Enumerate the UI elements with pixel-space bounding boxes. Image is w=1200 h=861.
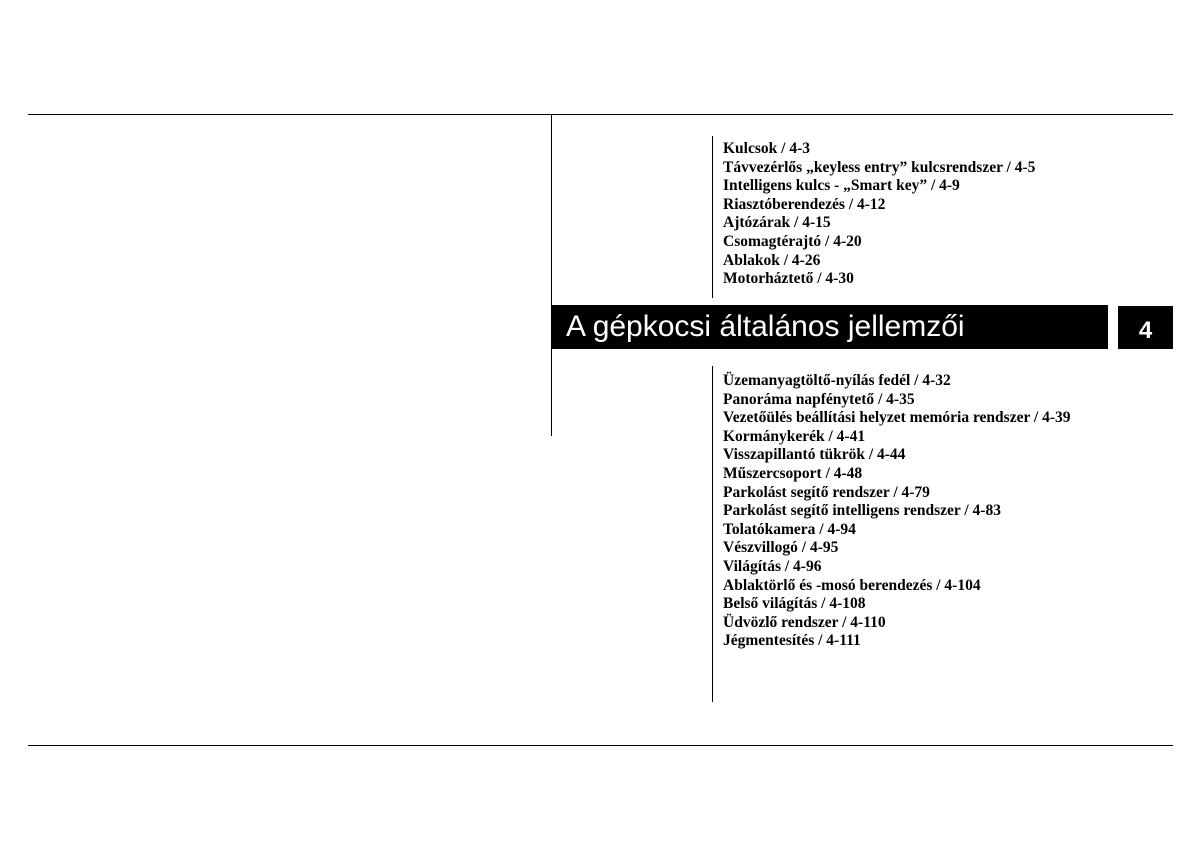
- toc-list-top: [723, 140, 1035, 289]
- toc-item[interactable]: Vészvillogó / 4-95: [723, 539, 839, 557]
- toc-bottom-divider: [712, 366, 713, 702]
- top-rule: [28, 114, 1173, 115]
- toc-item[interactable]: Kormánykerék / 4-41: [723, 427, 866, 445]
- toc-item[interactable]: Csomagtérajtó / 4-20: [723, 232, 862, 250]
- chapter-title-bar: [551, 305, 1108, 349]
- toc-item[interactable]: Riasztóberendezés / 4-12: [723, 195, 886, 213]
- toc-item[interactable]: Intelligens kulcs - „Smart key” / 4-9: [723, 177, 960, 195]
- center-divider: [551, 114, 552, 436]
- toc-item[interactable]: Belső világítás / 4-108: [723, 595, 866, 613]
- toc-item[interactable]: Panoráma napfénytető / 4-35: [723, 390, 915, 408]
- toc-item[interactable]: Jégmentesítés / 4-111: [723, 632, 861, 650]
- toc-item[interactable]: Parkolást segítő rendszer / 4-79: [723, 483, 930, 501]
- toc-item[interactable]: Világítás / 4-96: [723, 557, 822, 575]
- toc-item[interactable]: Üzemanyagtöltő-nyílás fedél / 4-32: [723, 372, 951, 389]
- toc-item[interactable]: Ablaktörlő és -mosó berendezés / 4-104: [723, 576, 981, 594]
- chapter-title: A gépkocsi általános jellemzői: [566, 310, 965, 343]
- toc-item[interactable]: Üdvözlő rendszer / 4-110: [723, 613, 886, 631]
- bottom-rule: [28, 745, 1173, 746]
- toc-top-divider: [712, 136, 713, 298]
- toc-item[interactable]: Műszercsoport / 4-48: [723, 464, 863, 482]
- toc-item[interactable]: Visszapillantó tükrök / 4-44: [723, 446, 906, 464]
- toc-item[interactable]: Távvezérlős „keyless entry” kulcsrendszer / 4-5: [723, 158, 1036, 176]
- toc-item[interactable]: Kulcsok / 4-3: [723, 140, 810, 157]
- toc-item[interactable]: Tolatókamera / 4-94: [723, 520, 856, 538]
- toc-item[interactable]: Ablakok / 4-26: [723, 251, 821, 269]
- toc-item[interactable]: Parkolást segítő intelligens rendszer / 4-83: [723, 502, 1001, 520]
- toc-item[interactable]: Vezetőülés beállítási helyzet memória rendszer / 4-39: [723, 409, 1071, 427]
- toc-list-bottom: [723, 372, 1071, 651]
- chapter-number: 4: [1138, 316, 1153, 344]
- chapter-number-tab: [1118, 306, 1173, 349]
- toc-item[interactable]: Motorháztető / 4-30: [723, 270, 854, 288]
- toc-item[interactable]: Ajtózárak / 4-15: [723, 214, 831, 232]
